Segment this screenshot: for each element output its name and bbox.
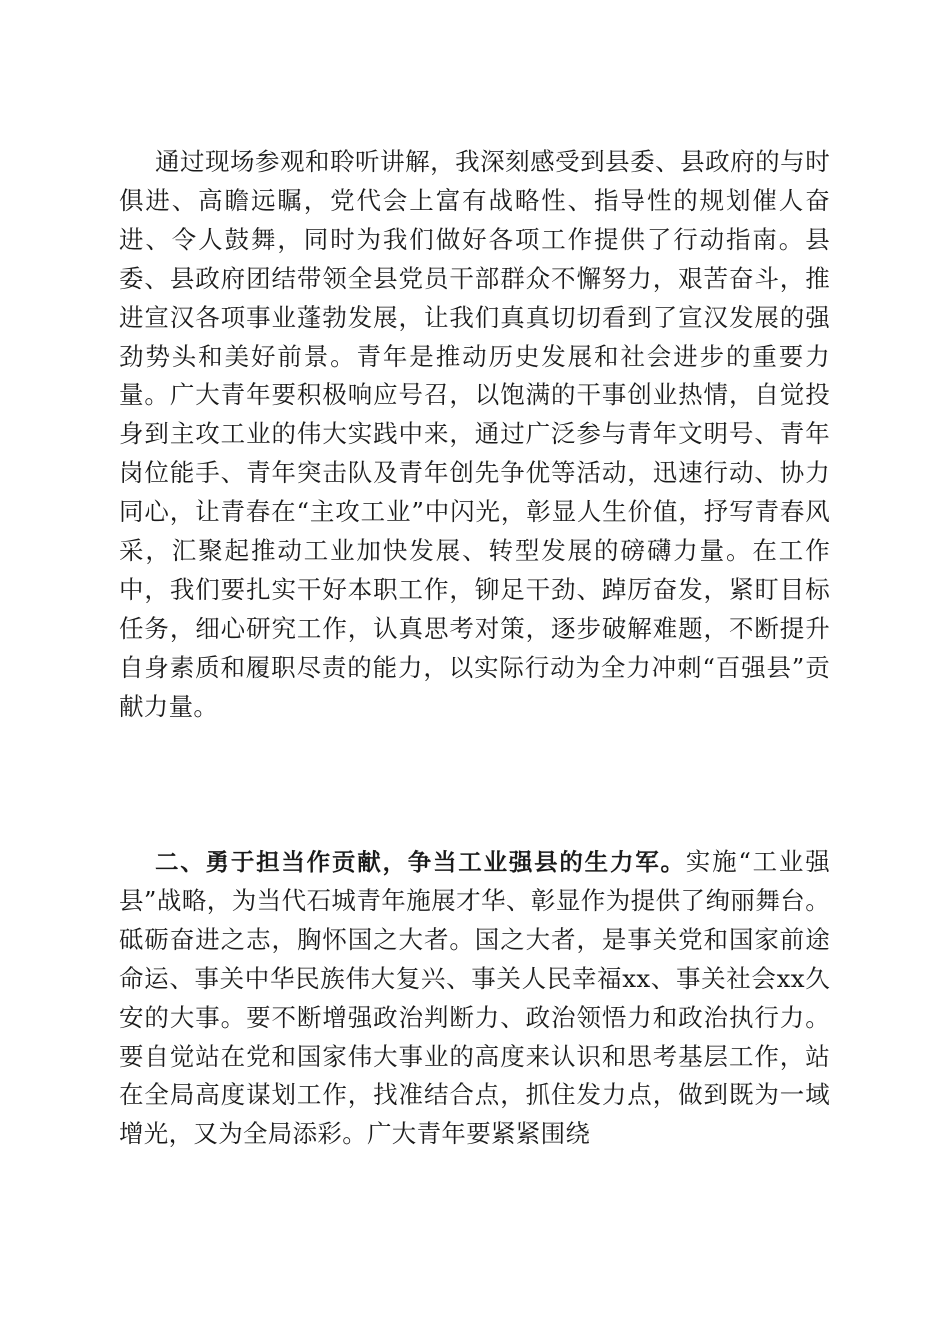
section-2-block xyxy=(119,843,830,1154)
paragraph-1: 通过现场参观和聆听讲解，我深刻感受到县委、县政府的与时俱进、高瞻远瞩，党代会上富有战略性、指导性的规划催人奋进、令人鼓舞，同时为我们做好各项工作提供了行动指南。县委、县政府团结带领全县党员干部群众不懈努力，艰苦奋斗，推进宣汉各项事业蓬勃发展，让我们真真切切看到了宣汉发展的强劲势头和美好前景。青年是推动历史发展和社会进步的重要力量。广大青年要积极响应号召，以饱满的干事创业热情，自觉投身到主攻工业的伟大实践中来，通过广泛参与青年文明号、青年岗位能手、青年突击队及青年创先争优等活动，迅速行动、协力同心，让青春在“主攻工业”中闪光，彰显人生价值，抒写青春风采，汇聚起推动工业加快发展、转型发展的磅礴力量。在工作中，我们要扎实干好本职工作，铆足干劲、踔厉奋发，紧盯目标任务，细心研究工作，认真思考对策，逐步破解难题，不断提升自身素质和履职尽责的能力，以实际行动为全力冲刺“百强县”贡献力量。 xyxy=(119,147,830,721)
paragraph-1-block xyxy=(119,143,830,727)
section-2-paragraph xyxy=(119,843,830,1154)
section-2-heading: 二、勇于担当作贡献，争当工业强县的生力军。 xyxy=(155,848,686,876)
section-2-body: 实施“工业强县”战略，为当代石城青年施展才华、彰显作为提供了绚丽舞台。砥砺奋进之志，胸怀国之大者。国之大者，是事关党和国家前途命运、事关中华民族伟大复兴、事关人民幸福xx、事关社会xx久安的大事。要不断增强政治判断力、政治领悟力和政治执行力。要自觉站在党和国家伟大事业的高度来认识和思考基层工作，站在全局高度谋划工作，找准结合点，抓住发力点，做到既为一域增光，又为全局添彩。广大青年要紧紧围绕 xyxy=(119,847,830,1149)
